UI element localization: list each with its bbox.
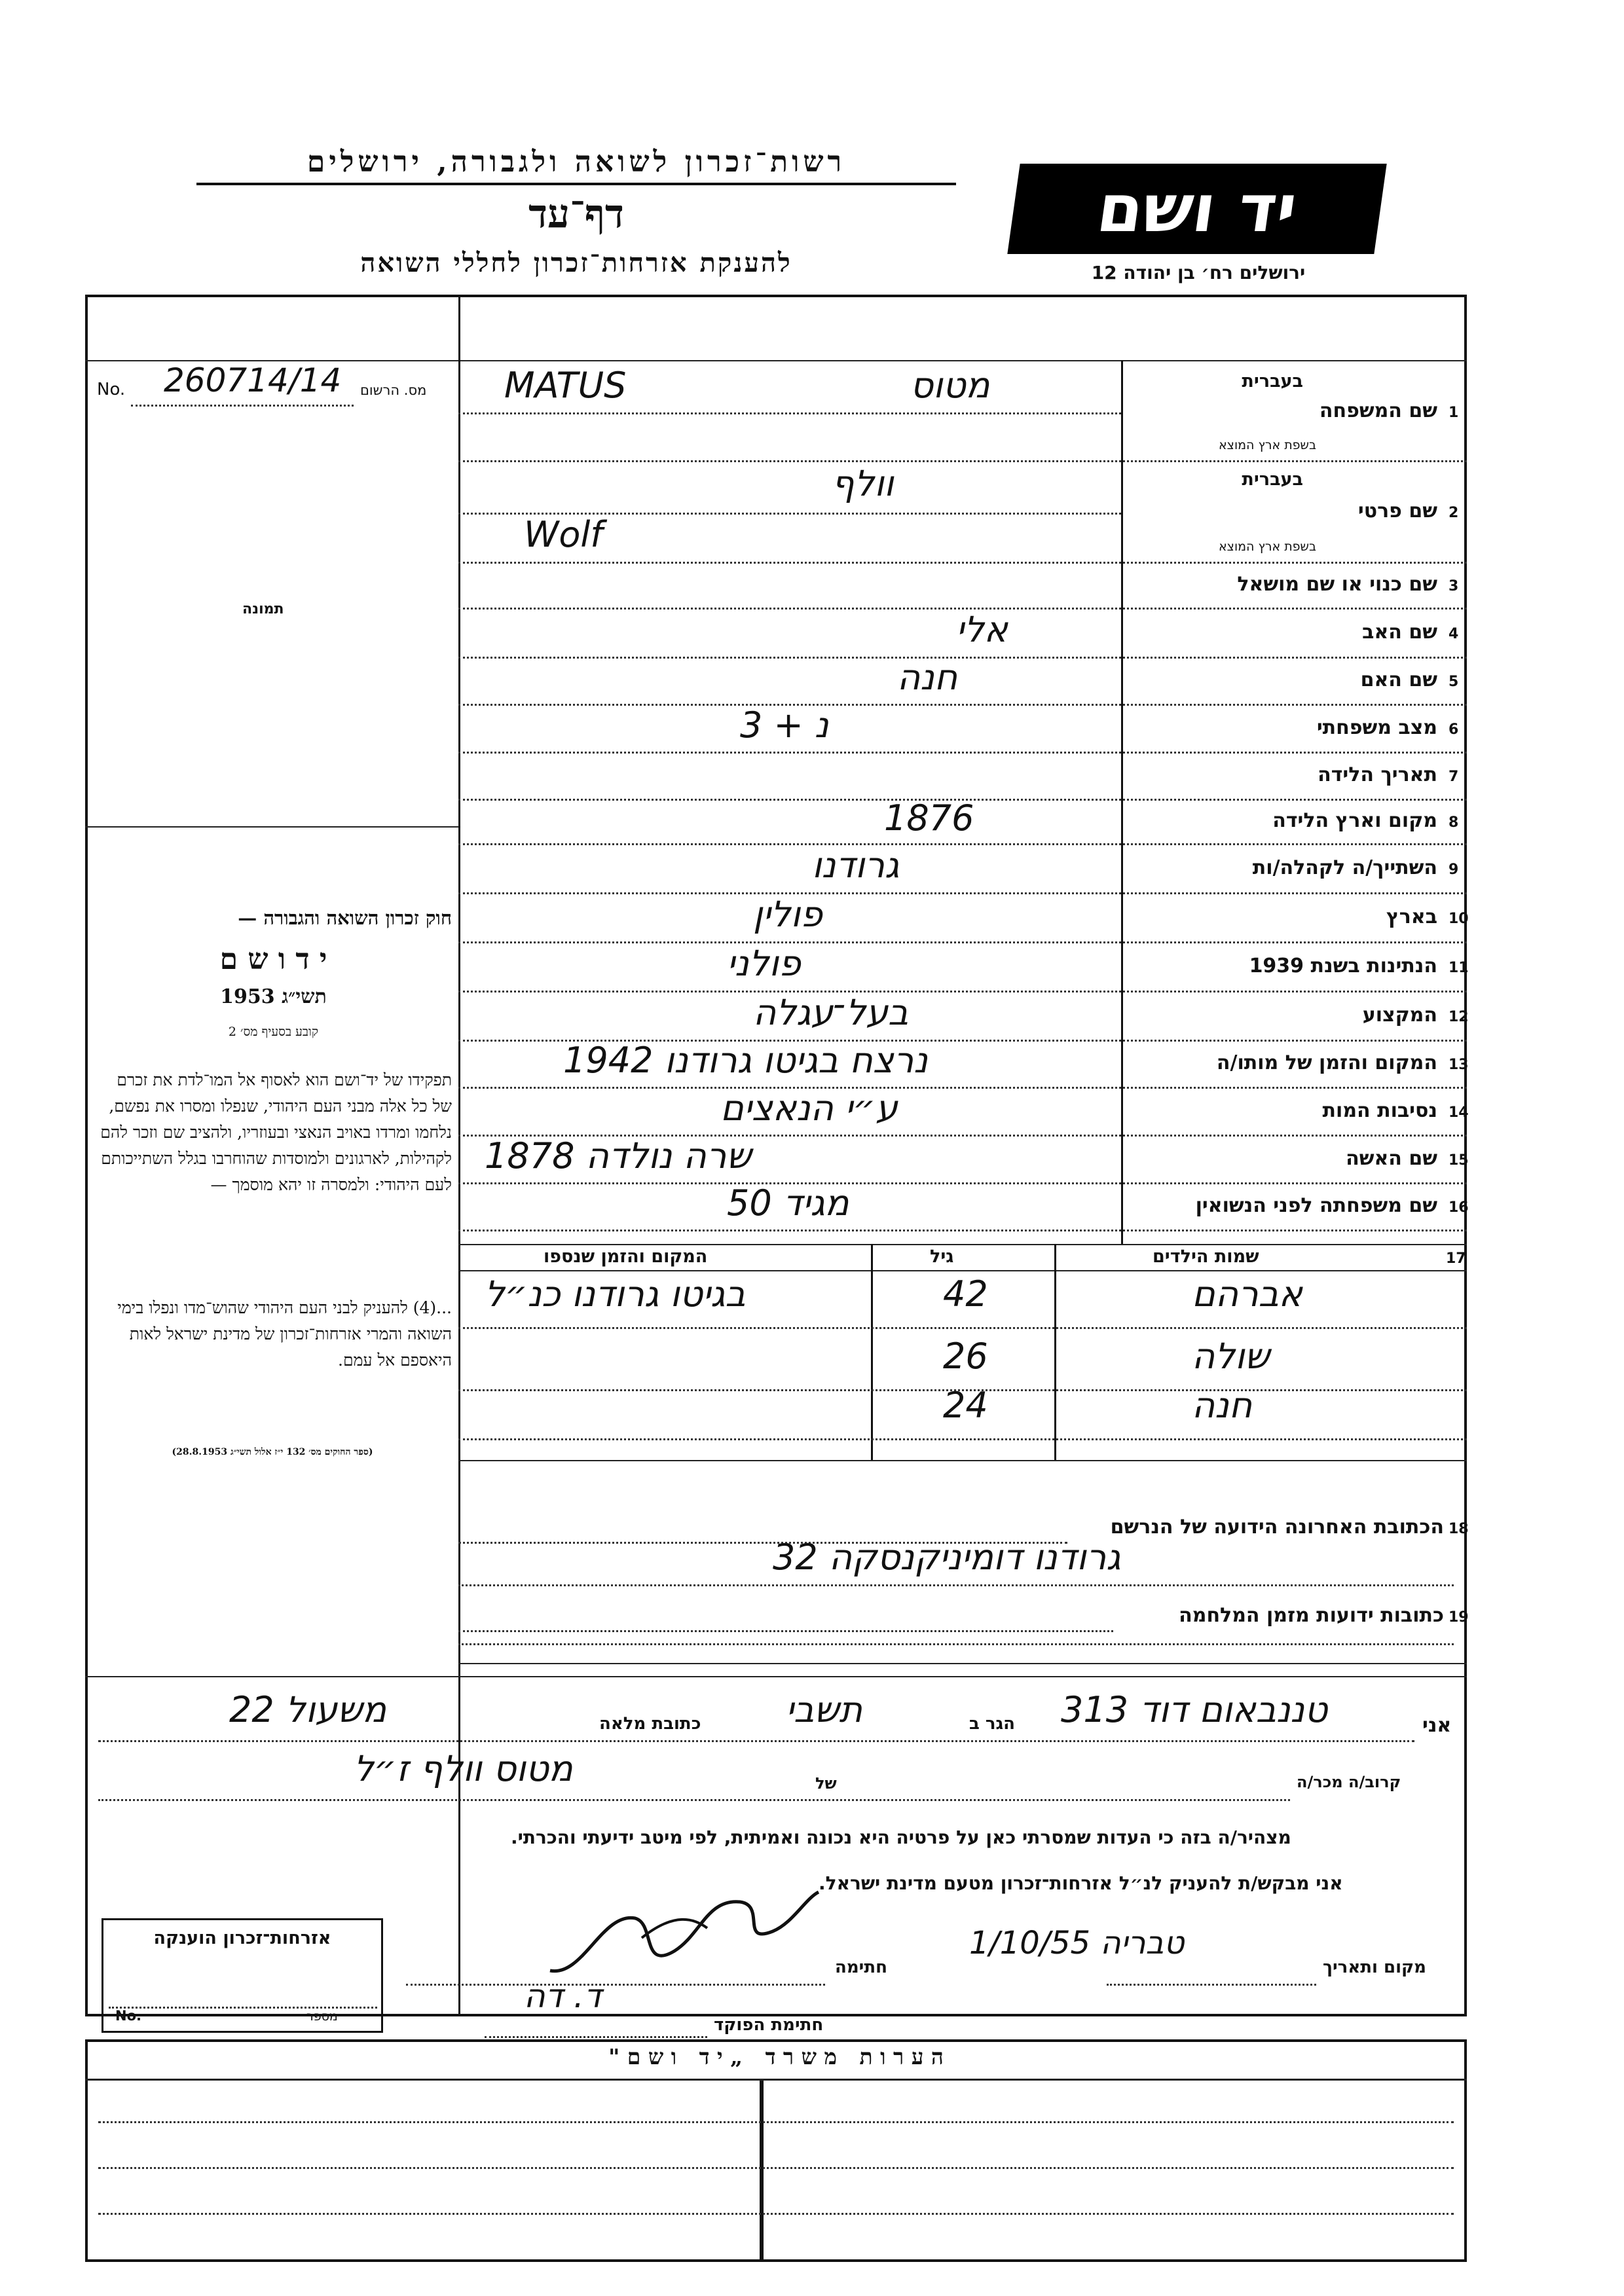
field-label: מצב משפחתי <box>1316 716 1437 739</box>
law-section-ref: קובע בסעיף מס׳ 2 <box>228 1025 319 1039</box>
address-line: ירושלים רח׳ בן יהודה 12 <box>1091 262 1306 283</box>
field-row-divider <box>458 892 1467 894</box>
child-age: 42 <box>943 1273 988 1315</box>
field-value: נרצח בגיטו גרודנו 1942 <box>563 1040 928 1081</box>
remarks-title: ה ע ר ו ת מ ש ר ד „ י ד ו ש ם " <box>608 2044 944 2069</box>
field-label: בארץ <box>1386 905 1437 928</box>
field-row-divider <box>458 657 1467 659</box>
officer-signature-value: ד. דה <box>524 1977 602 2015</box>
field-sublabel-origin-language: בשפת ארץ המוצא <box>1218 438 1316 452</box>
field-row-divider <box>458 1182 1467 1184</box>
field-value: אלי <box>956 608 1008 650</box>
law-citation: (ספר החוקים מס׳ 132 י״ז אלול תשי״ג 28.8.1953) <box>172 1447 373 1457</box>
law-text-paragraph-2: ...(4) להעניק לבני העם היהודי שהוש־מדו ונפלו בימי השואה והמרי אזרחות־זכרון של מדינת ישראל לאות היאספם אל עמם. <box>117 1298 452 1370</box>
field-row-divider <box>458 941 1467 943</box>
field-number: 4 <box>1449 625 1459 642</box>
field-value: 1876 <box>884 797 974 839</box>
field-number: 14 <box>1449 1104 1469 1121</box>
field-label: המקצוע <box>1362 1003 1437 1027</box>
address-field-number: 18 <box>1449 1521 1469 1537</box>
field-label: שם האם <box>1360 668 1437 691</box>
field-label: שם האשה <box>1346 1146 1437 1170</box>
field-row-divider <box>458 562 1467 564</box>
field-label: השתייך/ה לקהלה/ות <box>1252 856 1437 879</box>
witness-signature <box>544 1872 825 1990</box>
child-name: חנה <box>1192 1385 1253 1426</box>
field-sublabel-hebrew: בעברית <box>1242 469 1303 490</box>
field-value: חנה <box>897 657 958 698</box>
award-box <box>101 1918 383 2033</box>
field-value-origin-language: Wolf <box>524 513 603 555</box>
field-value: נ + 3 <box>740 704 829 746</box>
field-number: 6 <box>1449 721 1459 738</box>
field-label: הנתינות בשנת 1939 <box>1249 954 1437 977</box>
field-label: שם המשפחה <box>1319 399 1437 422</box>
child-place-of-death: בגיטו גרודנו כנ״ל <box>485 1273 746 1315</box>
field-value: פולני <box>727 942 801 984</box>
field-label: שם פרטי <box>1357 499 1437 522</box>
field-number: 9 <box>1449 861 1459 878</box>
address-field-line <box>458 1584 1454 1586</box>
law-year: תשי״ג 1953 <box>220 985 327 1008</box>
children-col-age: גיל <box>930 1247 954 1267</box>
address-field-value: גרודנו דומיניקנסקה 32 <box>773 1537 1121 1578</box>
field-number: 13 <box>1449 1057 1469 1073</box>
field-row-divider <box>458 991 1467 993</box>
decl-of-value: מטוס וולף ז״ל <box>354 1748 573 1789</box>
form-subtitle: להענקת אזרחות־זכרון לחללי השואה <box>360 247 792 278</box>
field-number: 7 <box>1449 769 1459 785</box>
form-title: דף־עד <box>528 191 624 237</box>
field-value: מגיד 50 <box>727 1182 849 1224</box>
field-label: תאריך הלידה <box>1318 763 1437 786</box>
field-value: מטוס <box>910 365 990 406</box>
address-field-line <box>458 1643 1454 1645</box>
field-number: 10 <box>1449 910 1469 927</box>
child-name: אברהם <box>1192 1273 1302 1315</box>
field-row-divider <box>458 752 1467 754</box>
registration-no-value: 260714/14 <box>164 361 342 399</box>
address-field-label: הכתובת האחרונה הידועה של הנרשם <box>1110 1516 1444 1539</box>
award-box-no: No. <box>115 2008 141 2024</box>
field-number: 2 <box>1449 504 1459 521</box>
award-box-number-label: מספר <box>306 2009 338 2024</box>
field-label: שם האב <box>1362 620 1437 644</box>
field-number: 3 <box>1449 578 1459 594</box>
photo-label: תמונה <box>242 601 284 617</box>
children-col-names: שמות הילדים <box>1153 1247 1259 1267</box>
field-row-divider <box>458 460 1467 462</box>
field-value-origin-language: MATUS <box>504 365 627 406</box>
field-label: נסיבות המות <box>1322 1099 1437 1122</box>
field-sublabel-hebrew: בעברית <box>1242 371 1303 392</box>
field-number: 12 <box>1449 1008 1469 1025</box>
field-value: שרה נולדה 1878 <box>485 1135 752 1176</box>
field-value: ע״י הנאצים <box>720 1087 898 1129</box>
decl-resides: הגר ב <box>969 1714 1016 1734</box>
field-number: 15 <box>1449 1152 1469 1169</box>
field-row-divider <box>458 843 1467 845</box>
field-value: פולין <box>753 893 822 935</box>
children-field-number: 17 <box>1446 1250 1466 1267</box>
address-field-line <box>458 1630 1113 1632</box>
address-field-label: כתובות ידועות מזמן המלחמה <box>1179 1604 1444 1627</box>
law-text-paragraph-1: תפקידו של יד־ושם הוא לאסוף אל המו־לדת את זכרם של כל אלה מבני העם היהודי, שנפלו ומסרו את נפשם, נלחמו ומרדו באויב הנאצי ובעוזריו, ולהציב שם וזכר להם לקהילות, לארגונים ולמוסדות שהוחרבו בגלל השתייכותם לעם היהודי: ולמסרה זו יהא מוסמך — <box>100 1070 452 1194</box>
field-label: שם כנוי או שם מושאל <box>1237 573 1437 596</box>
decl-full-address: כתובת מלאה <box>599 1714 701 1734</box>
law-title: חוק זכרון השואה והגבורה — <box>238 907 452 929</box>
field-row-divider <box>458 1230 1467 1231</box>
decl-place-date-value: טבריה 1/10/55 <box>969 1925 1185 1961</box>
decl-city-value: תשבי <box>786 1689 863 1730</box>
field-number: 5 <box>1449 674 1459 690</box>
decl-place-date-label: מקום ותאריך <box>1323 1958 1426 1977</box>
field-value: וולף <box>832 463 894 504</box>
decl-name-value: טננבאום דוד 313 <box>1061 1689 1328 1730</box>
yad-vashem-logo: יד ושם <box>1007 164 1386 254</box>
field-label: שם משפחתה לפני הנשואין <box>1195 1194 1437 1217</box>
decl-ani: אני <box>1422 1714 1452 1737</box>
field-value: בעל־עגלה <box>753 991 909 1033</box>
decl-signature-label: חתימה <box>835 1958 887 1977</box>
field-number: 16 <box>1449 1199 1469 1216</box>
field-sublabel-origin-language: בשפת ארץ המוצא <box>1218 539 1316 554</box>
award-box-title: אזרחות־זכרון הוענקה <box>153 1928 331 1948</box>
law-name: י ד ו ש ם <box>219 943 327 976</box>
decl-request: אני מבקש/ת להעניק לנ״ל אזרחות־זכרון מטעם מדינת ישראל. <box>819 1872 1343 1894</box>
child-name: שולה <box>1192 1336 1270 1377</box>
officer-signature-label: חתימת הפוקד <box>714 2015 824 2035</box>
field-number: 11 <box>1449 959 1469 976</box>
field-number: 8 <box>1449 814 1459 831</box>
field-label: מקום וארץ הלידה <box>1272 809 1437 832</box>
decl-relative: קרוב/ה מכר/ה <box>1297 1773 1401 1791</box>
field-subrow-divider <box>458 412 1121 414</box>
field-row-divider <box>458 704 1467 706</box>
children-col-place: המקום והזמן שנספו <box>544 1247 708 1267</box>
field-value: גרודנו <box>812 844 900 886</box>
field-number: 1 <box>1449 405 1459 421</box>
decl-of: של <box>815 1774 837 1793</box>
decl-address-value: משעול 22 <box>229 1689 387 1730</box>
registration-no-he-label: מס. הרשום <box>360 382 427 398</box>
authority-title: רשות־זכרון לשואה ולגבורה, ירושלים <box>196 145 956 185</box>
children-row-divider <box>458 1327 1467 1329</box>
child-age: 26 <box>943 1336 988 1377</box>
field-label: המקום והזמן של מותו/ה <box>1216 1051 1437 1074</box>
field-row-divider <box>458 1087 1467 1089</box>
children-row-divider <box>458 1438 1467 1440</box>
decl-statement: מצהיר/ה בזה כי העדות שמסרתי כאן על פרטיה היא נכונה ואמיתית, לפי מיטב ידיעתי והכרתי. <box>511 1827 1291 1848</box>
address-field-number: 19 <box>1449 1609 1469 1626</box>
registration-no-label: No. <box>97 380 126 399</box>
remarks-box <box>85 2039 1467 2262</box>
child-age: 24 <box>943 1385 988 1426</box>
